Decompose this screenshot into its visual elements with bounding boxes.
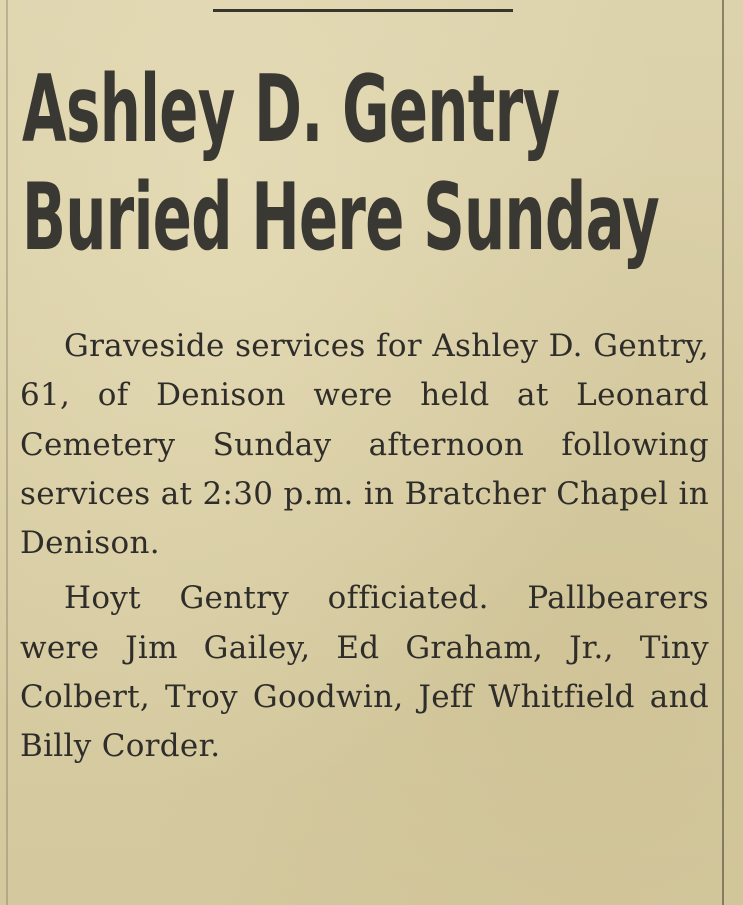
column-border-left [6, 0, 8, 905]
article-body [20, 322, 709, 772]
headline-line-2: Buried Here Sunday [22, 163, 660, 271]
article-paragraph-2: Hoyt Gentry officiated. Pallbearers were Jim Gailey, Ed Graham, Jr., Tiny Colbert, Troy Goodwin, Jeff Whitfield and Billy Corder. [20, 580, 709, 765]
column-border-right [722, 0, 724, 905]
top-divider-rule [213, 9, 513, 12]
headline [22, 55, 660, 271]
article-paragraph-1: Graveside services for Ashley D. Gentry, 61, of Denison were held at Leonard Cemetery Sunday afternoon following services at 2:30 p.m. in Bratcher Chapel in Denison. [20, 328, 709, 562]
headline-line-1: Ashley D. Gentry [22, 55, 560, 163]
